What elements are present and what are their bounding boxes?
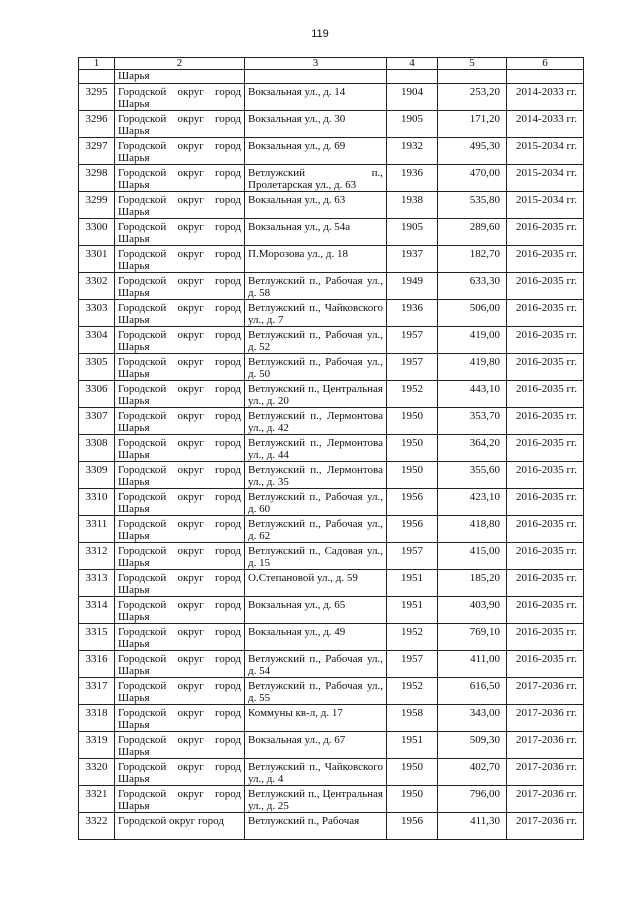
district-cell: Городской округ город Шарья <box>115 759 245 786</box>
table-row <box>79 84 584 111</box>
period-cell: 2016-2035 гг. <box>507 489 584 516</box>
period-cell: 2016-2035 гг. <box>507 408 584 435</box>
table-row <box>79 381 584 408</box>
table-row <box>79 786 584 813</box>
address-cell: Ветлужский п., Пролетарская ул., д. 63 <box>245 165 387 192</box>
address-cell: Ветлужский п., Рабочая ул., д. 55 <box>245 678 387 705</box>
address-cell: Ветлужский п., Рабочая <box>245 813 387 840</box>
district-cell: Городской округ город Шарья <box>115 408 245 435</box>
district-cell: Городской округ город Шарья <box>115 435 245 462</box>
row-number: 3318 <box>79 705 115 732</box>
district-cell: Городской округ город Шарья <box>115 192 245 219</box>
area-cell: 364,20 <box>438 435 507 462</box>
table-row <box>79 543 584 570</box>
year-cell: 1958 <box>387 705 438 732</box>
address-cell: Ветлужский п., Чайковского ул., д. 4 <box>245 759 387 786</box>
address-cell: Ветлужский п., Рабочая ул., д. 54 <box>245 651 387 678</box>
table-row <box>79 111 584 138</box>
year-cell: 1949 <box>387 273 438 300</box>
year-cell: 1936 <box>387 300 438 327</box>
table-row <box>79 651 584 678</box>
col-header-2: 2 <box>115 58 245 70</box>
area-cell: 423,10 <box>438 489 507 516</box>
period-cell: 2016-2035 гг. <box>507 327 584 354</box>
row-number: 3301 <box>79 246 115 273</box>
district-cell: Городской округ город Шарья <box>115 489 245 516</box>
district-cell: Городской округ город Шарья <box>115 354 245 381</box>
table-row <box>79 516 584 543</box>
row-number: 3308 <box>79 435 115 462</box>
address-cell: Коммуны кв-л, д. 17 <box>245 705 387 732</box>
address-cell: Ветлужский п., Рабочая ул., д. 52 <box>245 327 387 354</box>
col-header-1: 1 <box>79 58 115 70</box>
col-header-6: 6 <box>507 58 584 70</box>
year-cell: 1956 <box>387 516 438 543</box>
district-cell: Городской округ город Шарья <box>115 273 245 300</box>
area-cell: 411,00 <box>438 651 507 678</box>
year-cell: 1957 <box>387 651 438 678</box>
row-number: 3317 <box>79 678 115 705</box>
table-row <box>79 165 584 192</box>
period-cell: 2017-2036 гг. <box>507 786 584 813</box>
period-cell: 2016-2035 гг. <box>507 597 584 624</box>
year-cell: 1950 <box>387 462 438 489</box>
year-cell: 1952 <box>387 381 438 408</box>
period-cell: 2016-2035 гг. <box>507 624 584 651</box>
area-cell: 343,00 <box>438 705 507 732</box>
area-cell: 171,20 <box>438 111 507 138</box>
address-cell: Ветлужский п., Садовая ул., д. 15 <box>245 543 387 570</box>
area-cell: 411,30 <box>438 813 507 840</box>
row-number: 3298 <box>79 165 115 192</box>
row-number: 3305 <box>79 354 115 381</box>
address-cell: Вокзальная ул., д. 65 <box>245 597 387 624</box>
year-cell: 1936 <box>387 165 438 192</box>
year-cell: 1957 <box>387 354 438 381</box>
table-row <box>79 678 584 705</box>
year-cell: 1957 <box>387 543 438 570</box>
area-cell: 402,70 <box>438 759 507 786</box>
table-row <box>79 489 584 516</box>
table-row <box>79 219 584 246</box>
period-cell: 2017-2036 гг. <box>507 813 584 840</box>
row-number: 3322 <box>79 813 115 840</box>
area-cell: 403,90 <box>438 597 507 624</box>
address-cell: Вокзальная ул., д. 49 <box>245 624 387 651</box>
year-cell: 1950 <box>387 786 438 813</box>
table-row <box>79 327 584 354</box>
area-cell: 495,30 <box>438 138 507 165</box>
address-cell: Вокзальная ул., д. 30 <box>245 111 387 138</box>
row-number: 3310 <box>79 489 115 516</box>
row-number: 3313 <box>79 570 115 597</box>
period-cell: 2016-2035 гг. <box>507 300 584 327</box>
address-cell: Ветлужский п., Лермонтова ул., д. 35 <box>245 462 387 489</box>
row-number: 3300 <box>79 219 115 246</box>
housing-table <box>78 57 584 840</box>
district-cell: Городской округ город Шарья <box>115 300 245 327</box>
area-cell: 470,00 <box>438 165 507 192</box>
area-cell: 796,00 <box>438 786 507 813</box>
year-cell: 1956 <box>387 489 438 516</box>
district-cell: Городской округ город Шарья <box>115 138 245 165</box>
row-number: 3303 <box>79 300 115 327</box>
row-number: 3321 <box>79 786 115 813</box>
district-cell: Городской округ город Шарья <box>115 165 245 192</box>
row-number: 3297 <box>79 138 115 165</box>
col-header-3: 3 <box>245 58 387 70</box>
period-cell: 2015-2034 гг. <box>507 138 584 165</box>
address-cell: О.Степановой ул., д. 59 <box>245 570 387 597</box>
district-cell: Городской округ город Шарья <box>115 219 245 246</box>
address-cell: Ветлужский п., Рабочая ул., д. 62 <box>245 516 387 543</box>
address-cell: Ветлужский п., Центральная ул., д. 20 <box>245 381 387 408</box>
year-cell: 1956 <box>387 813 438 840</box>
area-cell: 443,10 <box>438 381 507 408</box>
table-row <box>79 597 584 624</box>
period-cell: 2016-2035 гг. <box>507 651 584 678</box>
period-cell: 2016-2035 гг. <box>507 381 584 408</box>
year-cell: 1951 <box>387 597 438 624</box>
year-cell: 1951 <box>387 570 438 597</box>
table-row <box>79 705 584 732</box>
district-cell: Городской округ город Шарья <box>115 597 245 624</box>
area-cell: 353,70 <box>438 408 507 435</box>
table-row <box>79 300 584 327</box>
address-cell: Ветлужский п., Центральная ул., д. 25 <box>245 786 387 813</box>
row-number: 3311 <box>79 516 115 543</box>
continuation-address <box>245 70 387 84</box>
table-row <box>79 246 584 273</box>
area-cell: 185,20 <box>438 570 507 597</box>
table-row <box>79 462 584 489</box>
year-cell: 1905 <box>387 111 438 138</box>
period-cell: 2016-2035 гг. <box>507 246 584 273</box>
district-cell: Городской округ город Шарья <box>115 624 245 651</box>
table-row <box>79 732 584 759</box>
address-cell: Вокзальная ул., д. 67 <box>245 732 387 759</box>
year-cell: 1904 <box>387 84 438 111</box>
area-cell: 616,50 <box>438 678 507 705</box>
period-cell: 2016-2035 гг. <box>507 516 584 543</box>
year-cell: 1952 <box>387 678 438 705</box>
district-cell: Городской округ город Шарья <box>115 705 245 732</box>
row-number: 3306 <box>79 381 115 408</box>
address-cell: Ветлужский п., Рабочая ул., д. 50 <box>245 354 387 381</box>
row-number: 3309 <box>79 462 115 489</box>
col-header-4: 4 <box>387 58 438 70</box>
area-cell: 509,30 <box>438 732 507 759</box>
address-cell: Вокзальная ул., д. 63 <box>245 192 387 219</box>
continuation-area <box>438 70 507 84</box>
header-row <box>79 58 584 70</box>
address-cell: Ветлужский п., Рабочая ул., д. 58 <box>245 273 387 300</box>
address-cell: Ветлужский п., Чайковского ул., д. 7 <box>245 300 387 327</box>
table-row <box>79 759 584 786</box>
period-cell: 2017-2036 гг. <box>507 759 584 786</box>
table-row <box>79 273 584 300</box>
continuation-year <box>387 70 438 84</box>
year-cell: 1951 <box>387 732 438 759</box>
district-cell: Городской округ город Шарья <box>115 516 245 543</box>
continuation-period <box>507 70 584 84</box>
year-cell: 1938 <box>387 192 438 219</box>
table-row <box>79 354 584 381</box>
table-row <box>79 192 584 219</box>
address-cell: Ветлужский п., Лермонтова ул., д. 42 <box>245 408 387 435</box>
district-cell: Городской округ город Шарья <box>115 651 245 678</box>
row-number: 3316 <box>79 651 115 678</box>
district-cell: Городской округ город Шарья <box>115 327 245 354</box>
address-cell: Вокзальная ул., д. 69 <box>245 138 387 165</box>
year-cell: 1950 <box>387 759 438 786</box>
year-cell: 1950 <box>387 408 438 435</box>
area-cell: 506,00 <box>438 300 507 327</box>
district-cell: Городской округ город Шарья <box>115 543 245 570</box>
year-cell: 1905 <box>387 219 438 246</box>
table-row <box>79 624 584 651</box>
district-cell: Городской округ город Шарья <box>115 678 245 705</box>
period-cell: 2015-2034 гг. <box>507 192 584 219</box>
period-cell: 2016-2035 гг. <box>507 435 584 462</box>
col-header-5: 5 <box>438 58 507 70</box>
address-cell: Вокзальная ул., д. 54а <box>245 219 387 246</box>
year-cell: 1932 <box>387 138 438 165</box>
period-cell: 2017-2036 гг. <box>507 732 584 759</box>
period-cell: 2016-2035 гг. <box>507 570 584 597</box>
address-cell: Вокзальная ул., д. 14 <box>245 84 387 111</box>
year-cell: 1957 <box>387 327 438 354</box>
year-cell: 1950 <box>387 435 438 462</box>
continuation-row <box>79 70 584 84</box>
period-cell: 2015-2034 гг. <box>507 165 584 192</box>
table-row <box>79 435 584 462</box>
address-cell: Ветлужский п., Лермонтова ул., д. 44 <box>245 435 387 462</box>
row-number: 3296 <box>79 111 115 138</box>
period-cell: 2016-2035 гг. <box>507 543 584 570</box>
row-number: 3307 <box>79 408 115 435</box>
period-cell: 2016-2035 гг. <box>507 273 584 300</box>
district-cell: Городской округ город Шарья <box>115 570 245 597</box>
period-cell: 2016-2035 гг. <box>507 354 584 381</box>
district-cell: Городской округ город Шарья <box>115 786 245 813</box>
row-number: 3295 <box>79 84 115 111</box>
table-row <box>79 408 584 435</box>
area-cell: 419,80 <box>438 354 507 381</box>
period-cell: 2014-2033 гг. <box>507 111 584 138</box>
table-body <box>79 70 584 840</box>
table-row <box>79 138 584 165</box>
row-number: 3304 <box>79 327 115 354</box>
period-cell: 2016-2035 гг. <box>507 219 584 246</box>
period-cell: 2017-2036 гг. <box>507 705 584 732</box>
area-cell: 419,00 <box>438 327 507 354</box>
table-row <box>79 813 584 840</box>
area-cell: 418,80 <box>438 516 507 543</box>
area-cell: 769,10 <box>438 624 507 651</box>
period-cell: 2017-2036 гг. <box>507 678 584 705</box>
row-number: 3320 <box>79 759 115 786</box>
row-number: 3312 <box>79 543 115 570</box>
district-cell: Городской округ город Шарья <box>115 732 245 759</box>
district-cell: Городской округ город Шарья <box>115 381 245 408</box>
year-cell: 1952 <box>387 624 438 651</box>
district-cell: Городской округ город Шарья <box>115 111 245 138</box>
row-number: 3315 <box>79 624 115 651</box>
area-cell: 415,00 <box>438 543 507 570</box>
area-cell: 289,60 <box>438 219 507 246</box>
row-number: 3302 <box>79 273 115 300</box>
address-cell: Ветлужский п., Рабочая ул., д. 60 <box>245 489 387 516</box>
district-cell: Городской округ город <box>115 813 245 840</box>
area-cell: 355,60 <box>438 462 507 489</box>
continuation-num <box>79 70 115 84</box>
continuation-district: Шарья <box>115 70 245 84</box>
year-cell: 1937 <box>387 246 438 273</box>
area-cell: 535,80 <box>438 192 507 219</box>
row-number: 3319 <box>79 732 115 759</box>
address-cell: П.Морозова ул., д. 18 <box>245 246 387 273</box>
table-row <box>79 570 584 597</box>
district-cell: Городской округ город Шарья <box>115 246 245 273</box>
area-cell: 182,70 <box>438 246 507 273</box>
area-cell: 633,30 <box>438 273 507 300</box>
period-cell: 2016-2035 гг. <box>507 462 584 489</box>
district-cell: Городской округ город Шарья <box>115 84 245 111</box>
row-number: 3299 <box>79 192 115 219</box>
row-number: 3314 <box>79 597 115 624</box>
area-cell: 253,20 <box>438 84 507 111</box>
page-number: 119 <box>311 28 329 40</box>
district-cell: Городской округ город Шарья <box>115 462 245 489</box>
period-cell: 2014-2033 гг. <box>507 84 584 111</box>
